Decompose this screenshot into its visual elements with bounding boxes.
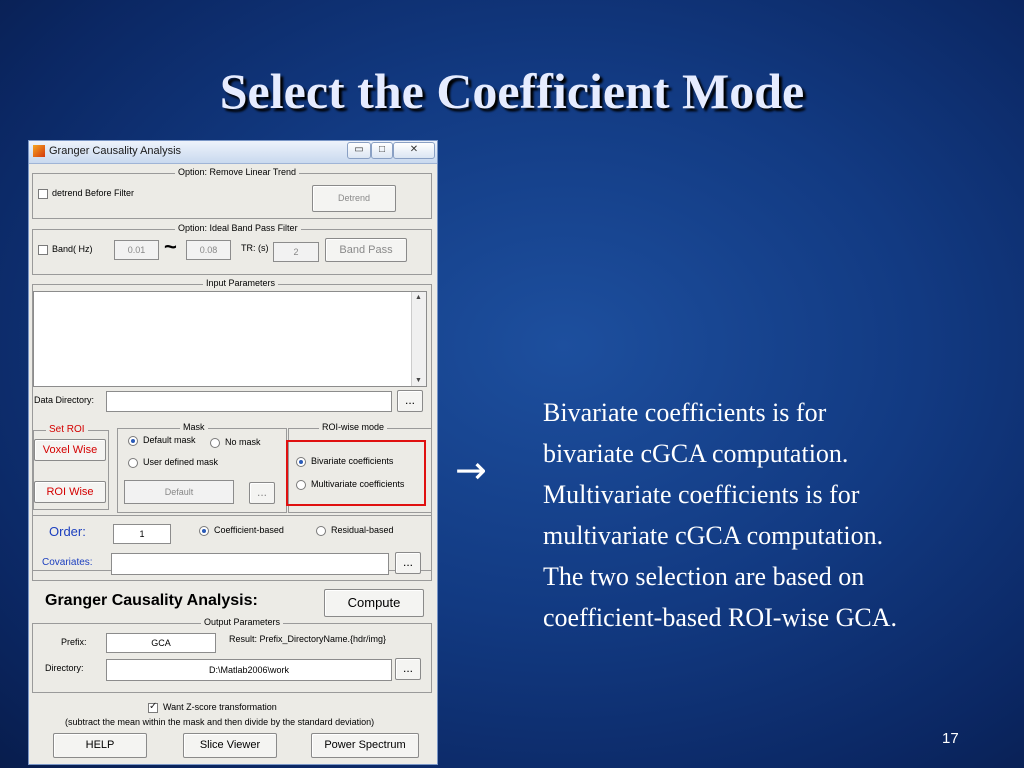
tr-label: TR: (s) bbox=[241, 243, 269, 253]
compute-button[interactable]: Compute bbox=[324, 589, 424, 617]
default-mask-radio[interactable] bbox=[128, 436, 138, 446]
description-line: Bivariate coefficients is for bbox=[543, 398, 827, 427]
multivariate-label: Multivariate coefficients bbox=[311, 479, 405, 489]
description-line: bivariate cGCA computation. bbox=[543, 439, 849, 468]
power-spectrum-button[interactable]: Power Spectrum bbox=[311, 733, 419, 758]
scroll-up-icon[interactable]: ▲ bbox=[415, 294, 422, 301]
band-low-input[interactable]: 0.01 bbox=[114, 240, 159, 260]
covariates-label: Covariates: bbox=[42, 557, 93, 568]
result-text: Result: Prefix_DirectoryName.{hdr/img} bbox=[229, 634, 387, 644]
default-mask-label: Default mask bbox=[143, 435, 196, 445]
order-input[interactable]: 1 bbox=[113, 524, 171, 544]
mask-browse-button[interactable]: ... bbox=[249, 482, 275, 504]
highlight-box bbox=[286, 440, 426, 506]
mask-group-label: Mask bbox=[180, 422, 208, 432]
user-mask-label: User defined mask bbox=[143, 457, 219, 467]
minimize-button[interactable]: ▭ bbox=[347, 142, 371, 159]
data-dir-label: Data Directory: bbox=[34, 395, 95, 405]
zscore-note: (subtract the mean within the mask and then divide by the standard deviation) bbox=[65, 717, 375, 727]
no-mask-label: No mask bbox=[225, 437, 261, 447]
page-number: 17 bbox=[942, 730, 959, 747]
roi-group-label: Set ROI bbox=[46, 424, 88, 435]
resid-based-label: Residual-based bbox=[331, 525, 394, 535]
right-arrow-icon: → bbox=[455, 448, 487, 492]
close-button[interactable]: ✕ bbox=[393, 142, 435, 159]
band-high-input[interactable]: 0.08 bbox=[186, 240, 231, 260]
description-line: coefficient-based ROI-wise GCA. bbox=[543, 603, 898, 632]
matlab-icon bbox=[33, 145, 45, 157]
roi-mode-group-label: ROI-wise mode bbox=[319, 422, 387, 432]
band-tilde: ~ bbox=[164, 234, 177, 259]
prefix-label: Prefix: bbox=[61, 637, 87, 647]
maximize-button[interactable]: □ bbox=[371, 142, 393, 159]
help-button[interactable]: HELP bbox=[53, 733, 147, 758]
window-title: Granger Causality Analysis bbox=[49, 145, 182, 157]
user-mask-radio[interactable] bbox=[128, 458, 138, 468]
slide-description bbox=[543, 392, 1013, 638]
no-mask-radio[interactable] bbox=[210, 438, 220, 448]
description-line: multivariate cGCA computation. bbox=[543, 521, 884, 550]
gca-heading: Granger Causality Analysis: bbox=[45, 592, 258, 609]
band-label: Band( Hz) bbox=[52, 244, 93, 254]
slice-viewer-button[interactable]: Slice Viewer bbox=[183, 733, 277, 758]
data-dir-input[interactable] bbox=[106, 391, 392, 412]
tr-input[interactable]: 2 bbox=[273, 242, 319, 262]
order-label: Order: bbox=[49, 524, 86, 539]
voxel-wise-button[interactable]: Voxel Wise bbox=[34, 439, 106, 461]
output-dir-browse-button[interactable]: ... bbox=[395, 658, 421, 680]
gca-window bbox=[28, 140, 438, 765]
window-titlebar bbox=[29, 141, 437, 164]
mask-path-field[interactable]: Default bbox=[124, 480, 234, 504]
coef-based-radio[interactable] bbox=[199, 526, 209, 536]
band-checkbox[interactable] bbox=[38, 245, 48, 255]
bandpass-group-label: Option: Ideal Band Pass Filter bbox=[175, 223, 301, 233]
slide-title: Select the Coefficient Mode bbox=[219, 63, 805, 119]
bandpass-button[interactable]: Band Pass bbox=[325, 238, 407, 262]
zscore-label: Want Z-score transformation bbox=[163, 702, 277, 712]
prefix-input[interactable]: GCA bbox=[106, 633, 216, 653]
input-group-label: Input Parameters bbox=[203, 278, 278, 288]
description-line: Multivariate coefficients is for bbox=[543, 480, 860, 509]
bivariate-label: Bivariate coefficients bbox=[311, 456, 394, 466]
scroll-down-icon[interactable]: ▼ bbox=[415, 377, 422, 384]
zscore-checkbox[interactable] bbox=[148, 703, 158, 713]
output-group-label: Output Parameters bbox=[201, 617, 283, 627]
coef-based-label: Coefficient-based bbox=[214, 525, 284, 535]
output-dir-input[interactable]: D:\Matlab2006\work bbox=[106, 659, 392, 681]
resid-based-radio[interactable] bbox=[316, 526, 326, 536]
covariates-browse-button[interactable]: ... bbox=[395, 552, 421, 574]
description-line: The two selection are based on bbox=[543, 562, 865, 591]
covariates-input[interactable] bbox=[111, 553, 389, 575]
roi-wise-button[interactable]: ROI Wise bbox=[34, 481, 106, 503]
output-dir-label: Directory: bbox=[45, 663, 84, 673]
detrend-button[interactable]: Detrend bbox=[312, 185, 396, 212]
detrend-label: detrend Before Filter bbox=[52, 188, 135, 198]
detrend-checkbox[interactable] bbox=[38, 189, 48, 199]
input-listbox[interactable] bbox=[33, 291, 427, 387]
trend-group-label: Option: Remove Linear Trend bbox=[175, 167, 299, 177]
listbox-scrollbar[interactable] bbox=[411, 292, 426, 386]
data-dir-browse-button[interactable]: ... bbox=[397, 390, 423, 412]
